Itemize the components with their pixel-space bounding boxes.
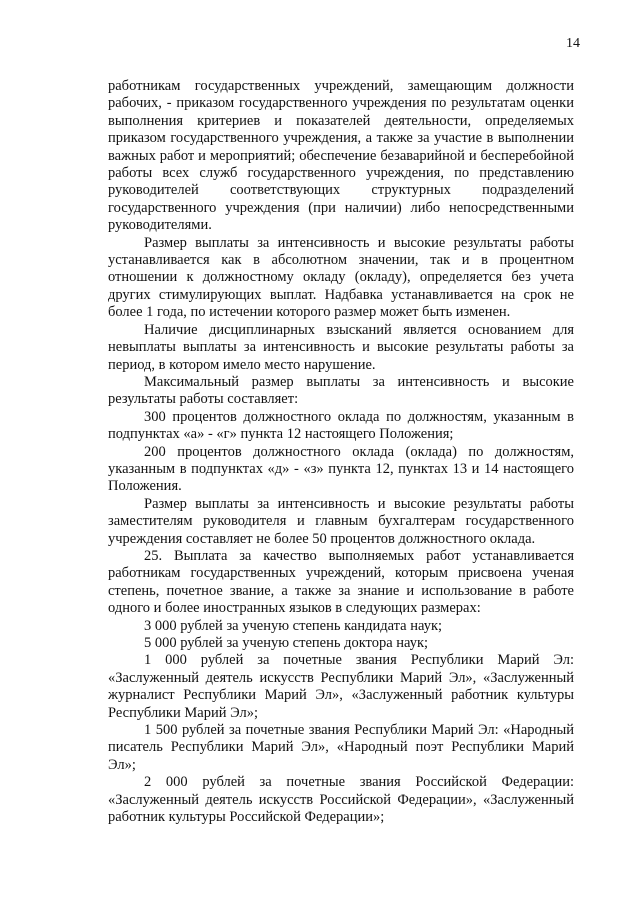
paragraph-continuation: работникам государственных учреждений, замещающим должности рабочих, - приказом государственного учреждения по результатам оценки выполнения критериев и показателей деятельности, определяемых приказом государственного учреждения, а также за участие в выполнении важных работ и мероприятий; обеспечение безаварийной и бесперебойной работы всех служб государственного учреждения, по представлению руководителей соответствующих структурных подразделений государственного учреждения (при наличии) либо непосредственными руководителями. <box>108 78 574 234</box>
page-number: 14 <box>566 36 580 51</box>
document-body <box>108 78 574 826</box>
paragraph-300-percent: 300 процентов должностного оклада по должностям, указанным в подпунктах «а» - «г» пункта 12 настоящего Положения; <box>108 408 574 443</box>
paragraph-1000-rub: 1 000 рублей за почетные звания Республики Марий Эл: «Заслуженный деятель искусств Республики Марий Эл», «Заслуженный журналист Республики Марий Эл», «Заслуженный работник культуры Республики Марий Эл»; <box>108 652 574 721</box>
paragraph-1500-rub: 1 500 рублей за почетные звания Республики Марий Эл: «Народный писатель Республики Марий Эл», «Народный поэт Республики Марий Эл»; <box>108 722 574 773</box>
paragraph-candidate: 3 000 рублей за ученую степень кандидата наук; <box>144 617 443 634</box>
paragraph-item-25: 25. Выплата за качество выполняемых работ устанавливается работникам государственных учреждений, которым присвоена ученая степень, почетное звание, а также за знание и использование в работе одного и более иностранных языков в следующих размерах: <box>108 547 574 617</box>
paragraph-deputies: Размер выплаты за интенсивность и высокие результаты работы заместителям руководителя и главным бухгалтерам государственного учреждения составляет не более 50 процентов должностного оклада. <box>108 495 574 547</box>
paragraph-doctor: 5 000 рублей за ученую степень доктора наук; <box>144 635 429 651</box>
paragraph-max-size: Максимальный размер выплаты за интенсивность и высокие результаты работы составляет: <box>108 373 574 408</box>
paragraph-disciplinary: Наличие дисциплинарных взысканий является основанием для невыплаты выплаты за интенсивность и высокие результаты работы за период, в котором имело место нарушение. <box>108 321 574 373</box>
paragraph-payment-size: Размер выплаты за интенсивность и высокие результаты работы устанавливается как в абсолютном значении, так и в процентном отношении к должностному окладу (окладу), определяется без учета других стимулирующих выплат. Надбавка устанавливается на срок не более 1 года, по истечении которого размер может быть изменен. <box>108 234 574 321</box>
paragraph-2000-rub: 2 000 рублей за почетные звания Российской Федерации: «Заслуженный деятель искусств Российской Федерации», «Заслуженный работник культуры Российской Федерации»; <box>108 774 574 826</box>
paragraph-200-percent: 200 процентов должностного оклада (оклада) по должностям, указанным в подпунктах «д» - «з» пункта 12, пунктах 13 и 14 настоящего Положения. <box>108 443 574 495</box>
